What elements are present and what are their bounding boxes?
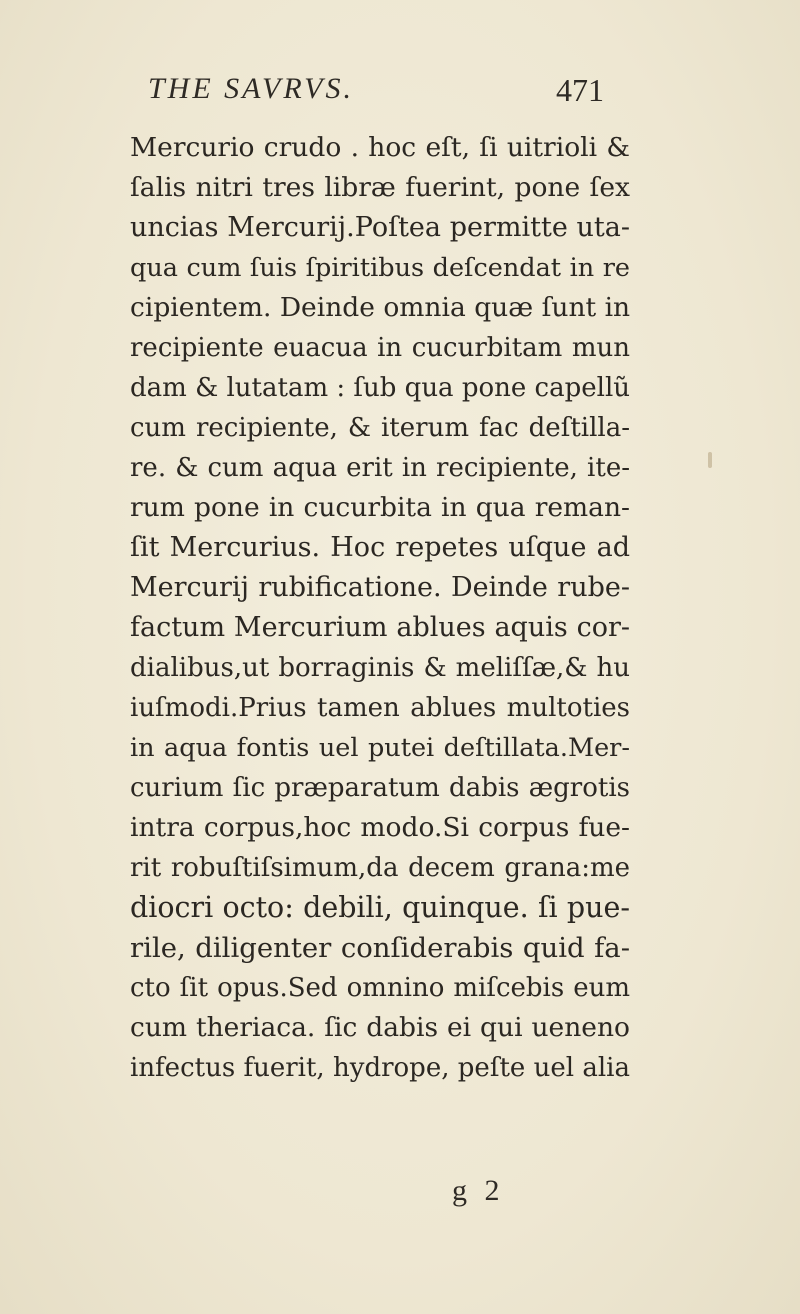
text-line: cum recipiente, & iterum fac deſtilla-	[130, 413, 630, 443]
text-line: infectus fuerit, hydrope, peſte uel alia	[130, 1053, 630, 1083]
text-line: ſit Mercurius. Hoc repetes uſque ad	[130, 532, 630, 563]
text-line: dialibus,ut borraginis & meliſſæ,& hu	[130, 653, 630, 683]
text-line: re. & cum aqua erit in recipiente, ite-	[130, 453, 630, 483]
text-line: qua cum ſuis ſpiritibus deſcendat in re	[130, 253, 630, 283]
text-line: dam & lutatam : ſub qua pone capellũ	[130, 373, 630, 403]
ink-smudge	[708, 452, 712, 468]
running-title: THE SAVRVS.	[148, 72, 354, 105]
text-line: rit robuſtiſsimum,da decem grana:me	[130, 853, 630, 883]
text-line: intra corpus,hoc modo.Si corpus fue-	[130, 812, 630, 843]
text-line: iuſmodi.Prius tamen ablues multoties	[130, 693, 630, 723]
text-line: recipiente euacua in cucurbitam mun	[130, 333, 630, 363]
text-line: factum Mercurium ablues aquis cor-	[130, 612, 630, 643]
text-line: curium ſic præparatum dabis ægrotis	[130, 773, 630, 803]
text-line: cto ſit opus.Sed omnino miſcebis eum	[130, 973, 630, 1003]
text-line: rile, diligenter conſiderabis quid fa-	[130, 932, 630, 964]
page-header	[0, 72, 800, 120]
text-line: in aqua fontis uel putei deſtillata.Mer-	[130, 733, 630, 763]
body-text	[130, 128, 630, 1088]
signature-mark: g 2	[452, 1174, 500, 1207]
text-line: cipientem. Deinde omnia quæ ſunt in	[130, 292, 631, 323]
text-line: rum pone in cucurbita in qua reman-	[130, 492, 630, 523]
text-line: Mercurio crudo . hoc eſt, ſi uitrioli &	[130, 132, 630, 163]
text-line: cum theriaca. ſic dabis ei qui ueneno	[130, 1012, 630, 1043]
text-line: Mercurij rubificatione. Deinde rube-	[130, 572, 630, 603]
text-line: diocri octo: debili, quinque. ſi pue-	[130, 891, 630, 924]
page-number: 471	[556, 72, 604, 108]
text-line: uncias Mercurij.Poſtea permitte uta-	[130, 212, 630, 243]
text-line: ſalis nitri tres libræ fuerint, pone ſex	[130, 172, 630, 203]
